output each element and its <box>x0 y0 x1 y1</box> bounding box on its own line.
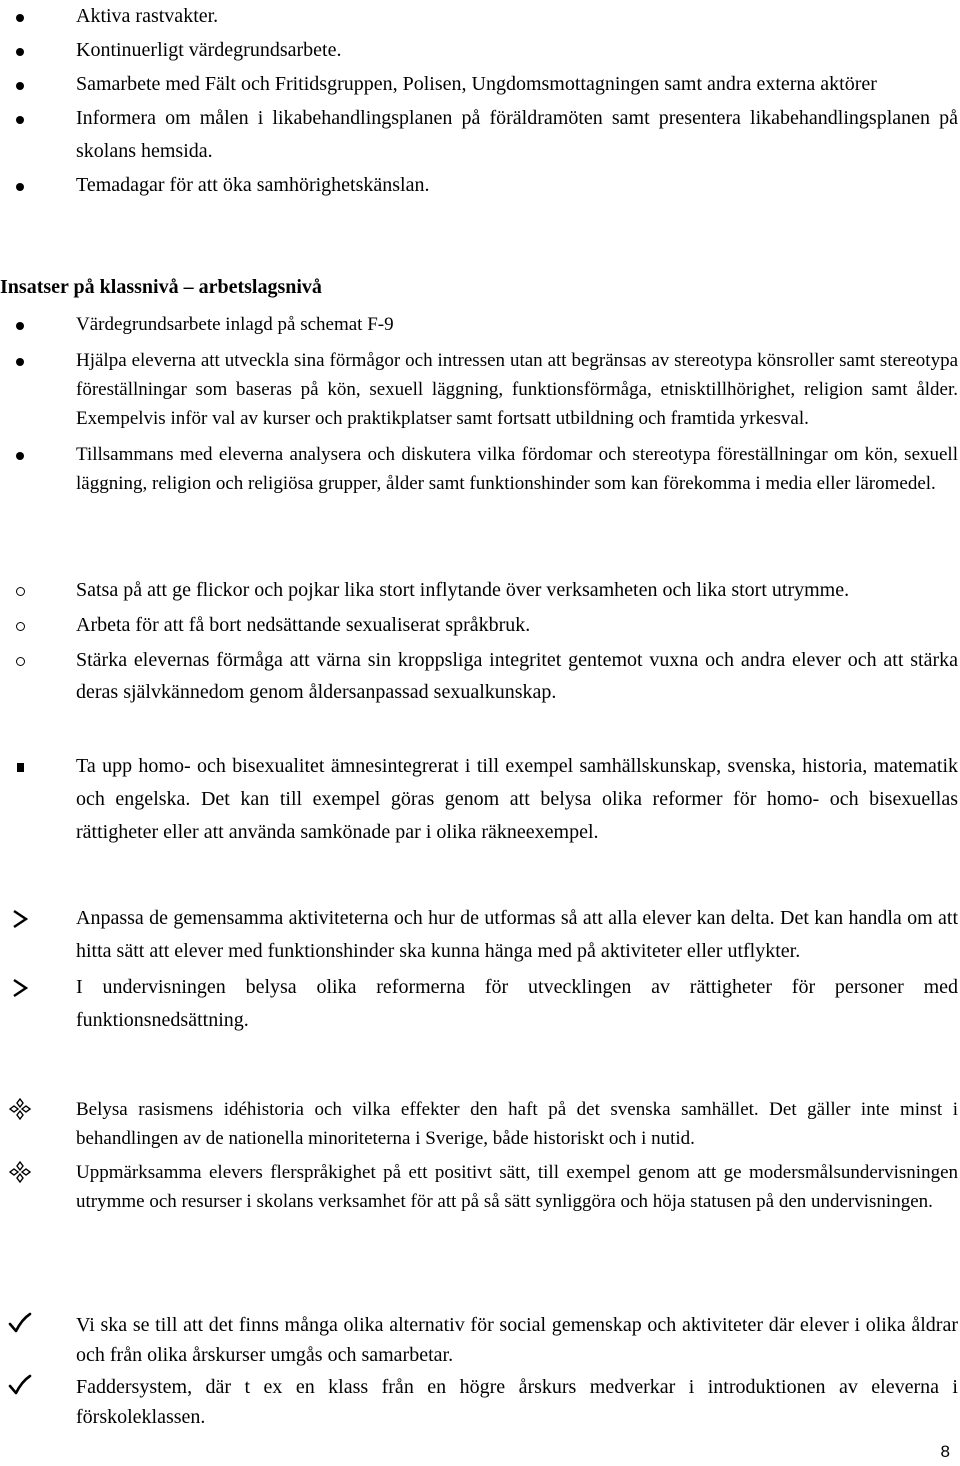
list-item-text: Uppmärksamma elevers flerspråkighet på ett positivt sätt, till exempel genom att ge modersmålsundervisningen utrymme och resurser i skolans verksamhet för att på så sätt synliggöra och höja statusen på den undervisningen. <box>76 1162 958 1212</box>
list-item <box>0 1372 958 1432</box>
bullet-circle-icon <box>0 644 40 676</box>
list-item-text: Ta upp homo- och bisexualitet ämnesintegrerat i till exempel samhällskunskap, svenska, historia, matematik och engelska. Det kan till exempel göras genom att belysa olika reformer för homo- och bisexuellas rättigheter eller att använda samkönade par i olika räkneexempel. <box>76 755 958 843</box>
list-item-text: Informera om målen i likabehandlingsplanen på föräldramöten samt presentera likabehandlingsplanen på skolans hemsida. <box>76 107 958 162</box>
list-item-text: Samarbete med Fält och Fritidsgruppen, Polisen, Ungdomsmottagningen samt andra externa aktörer <box>76 73 877 95</box>
bullet-square-icon <box>0 750 40 783</box>
list-item-text: Anpassa de gemensamma aktiviteterna och hur de utformas så att alla elever kan delta. Det kan handla om att hitta sätt att elever med funktionshinder ska kunna hänga med på aktiviteter eller utflykter. <box>76 907 958 962</box>
circle-list-gender <box>0 574 958 711</box>
list-item-text: Belysa rasismens idéhistoria och vilka effekter den haft på det svenska samhället. Det gäller inte minst i behandlingen av de nationella minoriteterna i Sverige, både historiskt och i nutid. <box>76 1099 958 1149</box>
list-item <box>0 0 958 33</box>
list-item <box>0 574 958 606</box>
list-item-text: Värdegrundsarbete inlagd på schemat F-9 <box>76 314 394 335</box>
bullet-dot-icon <box>0 0 40 33</box>
list-item-text: Satsa på att ge flickor och pojkar lika stort inflytande över verksamheten och lika stort utrymme. <box>76 579 850 601</box>
list-item <box>0 644 958 708</box>
bullet-list-class-level <box>0 310 958 505</box>
list-item-text: Hjälpa eleverna att utveckla sina förmågor och intressen utan att begränsas av stereotypa könsroller samt stereotypa föreställningar som baseras på kön, sexuell läggning, funktionsförmåga, etnisktillhörighet, religion samt ålder. Exempelvis inför val av kurser och praktikplatser samt fortsatt utbildning och framtida yrkesval. <box>76 350 958 429</box>
bullet-dot-icon <box>0 440 40 469</box>
bullet-dot-icon <box>0 34 40 67</box>
list-item <box>0 346 958 433</box>
list-item-text: Stärka elevernas förmåga att värna sin kroppsliga integritet gentemot vuxna och andra elever och att stärka deras självkännedom genom åldersanpassad sexualkunskap. <box>76 649 958 703</box>
four-diamond-icon <box>0 1095 40 1120</box>
section-heading: Insatser på klassnivå – arbetslagsnivå <box>0 276 322 298</box>
bullet-circle-icon <box>0 574 40 606</box>
checkmark-icon <box>0 1310 40 1334</box>
list-item-text: Temadagar för att öka samhörighetskänslan. <box>76 174 430 196</box>
list-item-text: I undervisningen belysa olika reformerna för utvecklingen av rättigheter för personer med funktionsnedsättning. <box>76 976 958 1031</box>
bullet-list-school-level <box>0 0 958 203</box>
list-item <box>0 750 958 849</box>
list-item-text: Kontinuerligt värdegrundsarbete. <box>76 39 342 61</box>
bullet-dot-icon <box>0 346 40 375</box>
list-item <box>0 169 958 202</box>
check-list-social <box>0 1310 958 1434</box>
arrowhead-icon <box>0 971 40 998</box>
list-item <box>0 1310 958 1370</box>
bullet-circle-icon <box>0 609 40 641</box>
list-item-text: Arbeta för att få bort nedsättande sexualiserat språkbruk. <box>76 614 531 636</box>
diamond-list-ethnicity <box>0 1095 958 1221</box>
list-item <box>0 68 958 101</box>
list-item <box>0 440 958 498</box>
list-item-text: Faddersystem, där t ex en klass från en högre årskurs medverkar i introduktionen av eleverna i förskoleklassen. <box>76 1376 958 1428</box>
arrowhead-icon <box>0 902 40 929</box>
list-item <box>0 102 958 168</box>
list-item-text: Vi ska se till att det finns många olika alternativ för social gemenskap och aktiviteter där elever i olika åldrar och från olika årskurser umgås och samarbetar. <box>76 1314 958 1366</box>
list-item <box>0 971 958 1037</box>
list-item <box>0 902 958 968</box>
bullet-dot-icon <box>0 169 40 202</box>
list-item-text: Aktiva rastvakter. <box>76 5 219 27</box>
list-item-text: Tillsammans med eleverna analysera och diskutera vilka fördomar och stereotypa föreställningar om kön, sexuell läggning, religion och religiösa grupper, ålder samt funktionshinder som kan förekomma i media eller läromedel. <box>76 444 958 494</box>
list-item <box>0 310 958 339</box>
list-item <box>0 34 958 67</box>
arrow-list-disability <box>0 902 958 1040</box>
bullet-dot-icon <box>0 102 40 135</box>
list-item <box>0 609 958 641</box>
bullet-dot-icon <box>0 68 40 101</box>
checkmark-icon <box>0 1372 40 1396</box>
square-list-sexuality <box>0 750 958 849</box>
bullet-dot-icon <box>0 310 40 339</box>
list-item <box>0 1158 958 1216</box>
page-number: 8 <box>940 1442 950 1461</box>
list-item <box>0 1095 958 1153</box>
four-diamond-icon <box>0 1158 40 1183</box>
